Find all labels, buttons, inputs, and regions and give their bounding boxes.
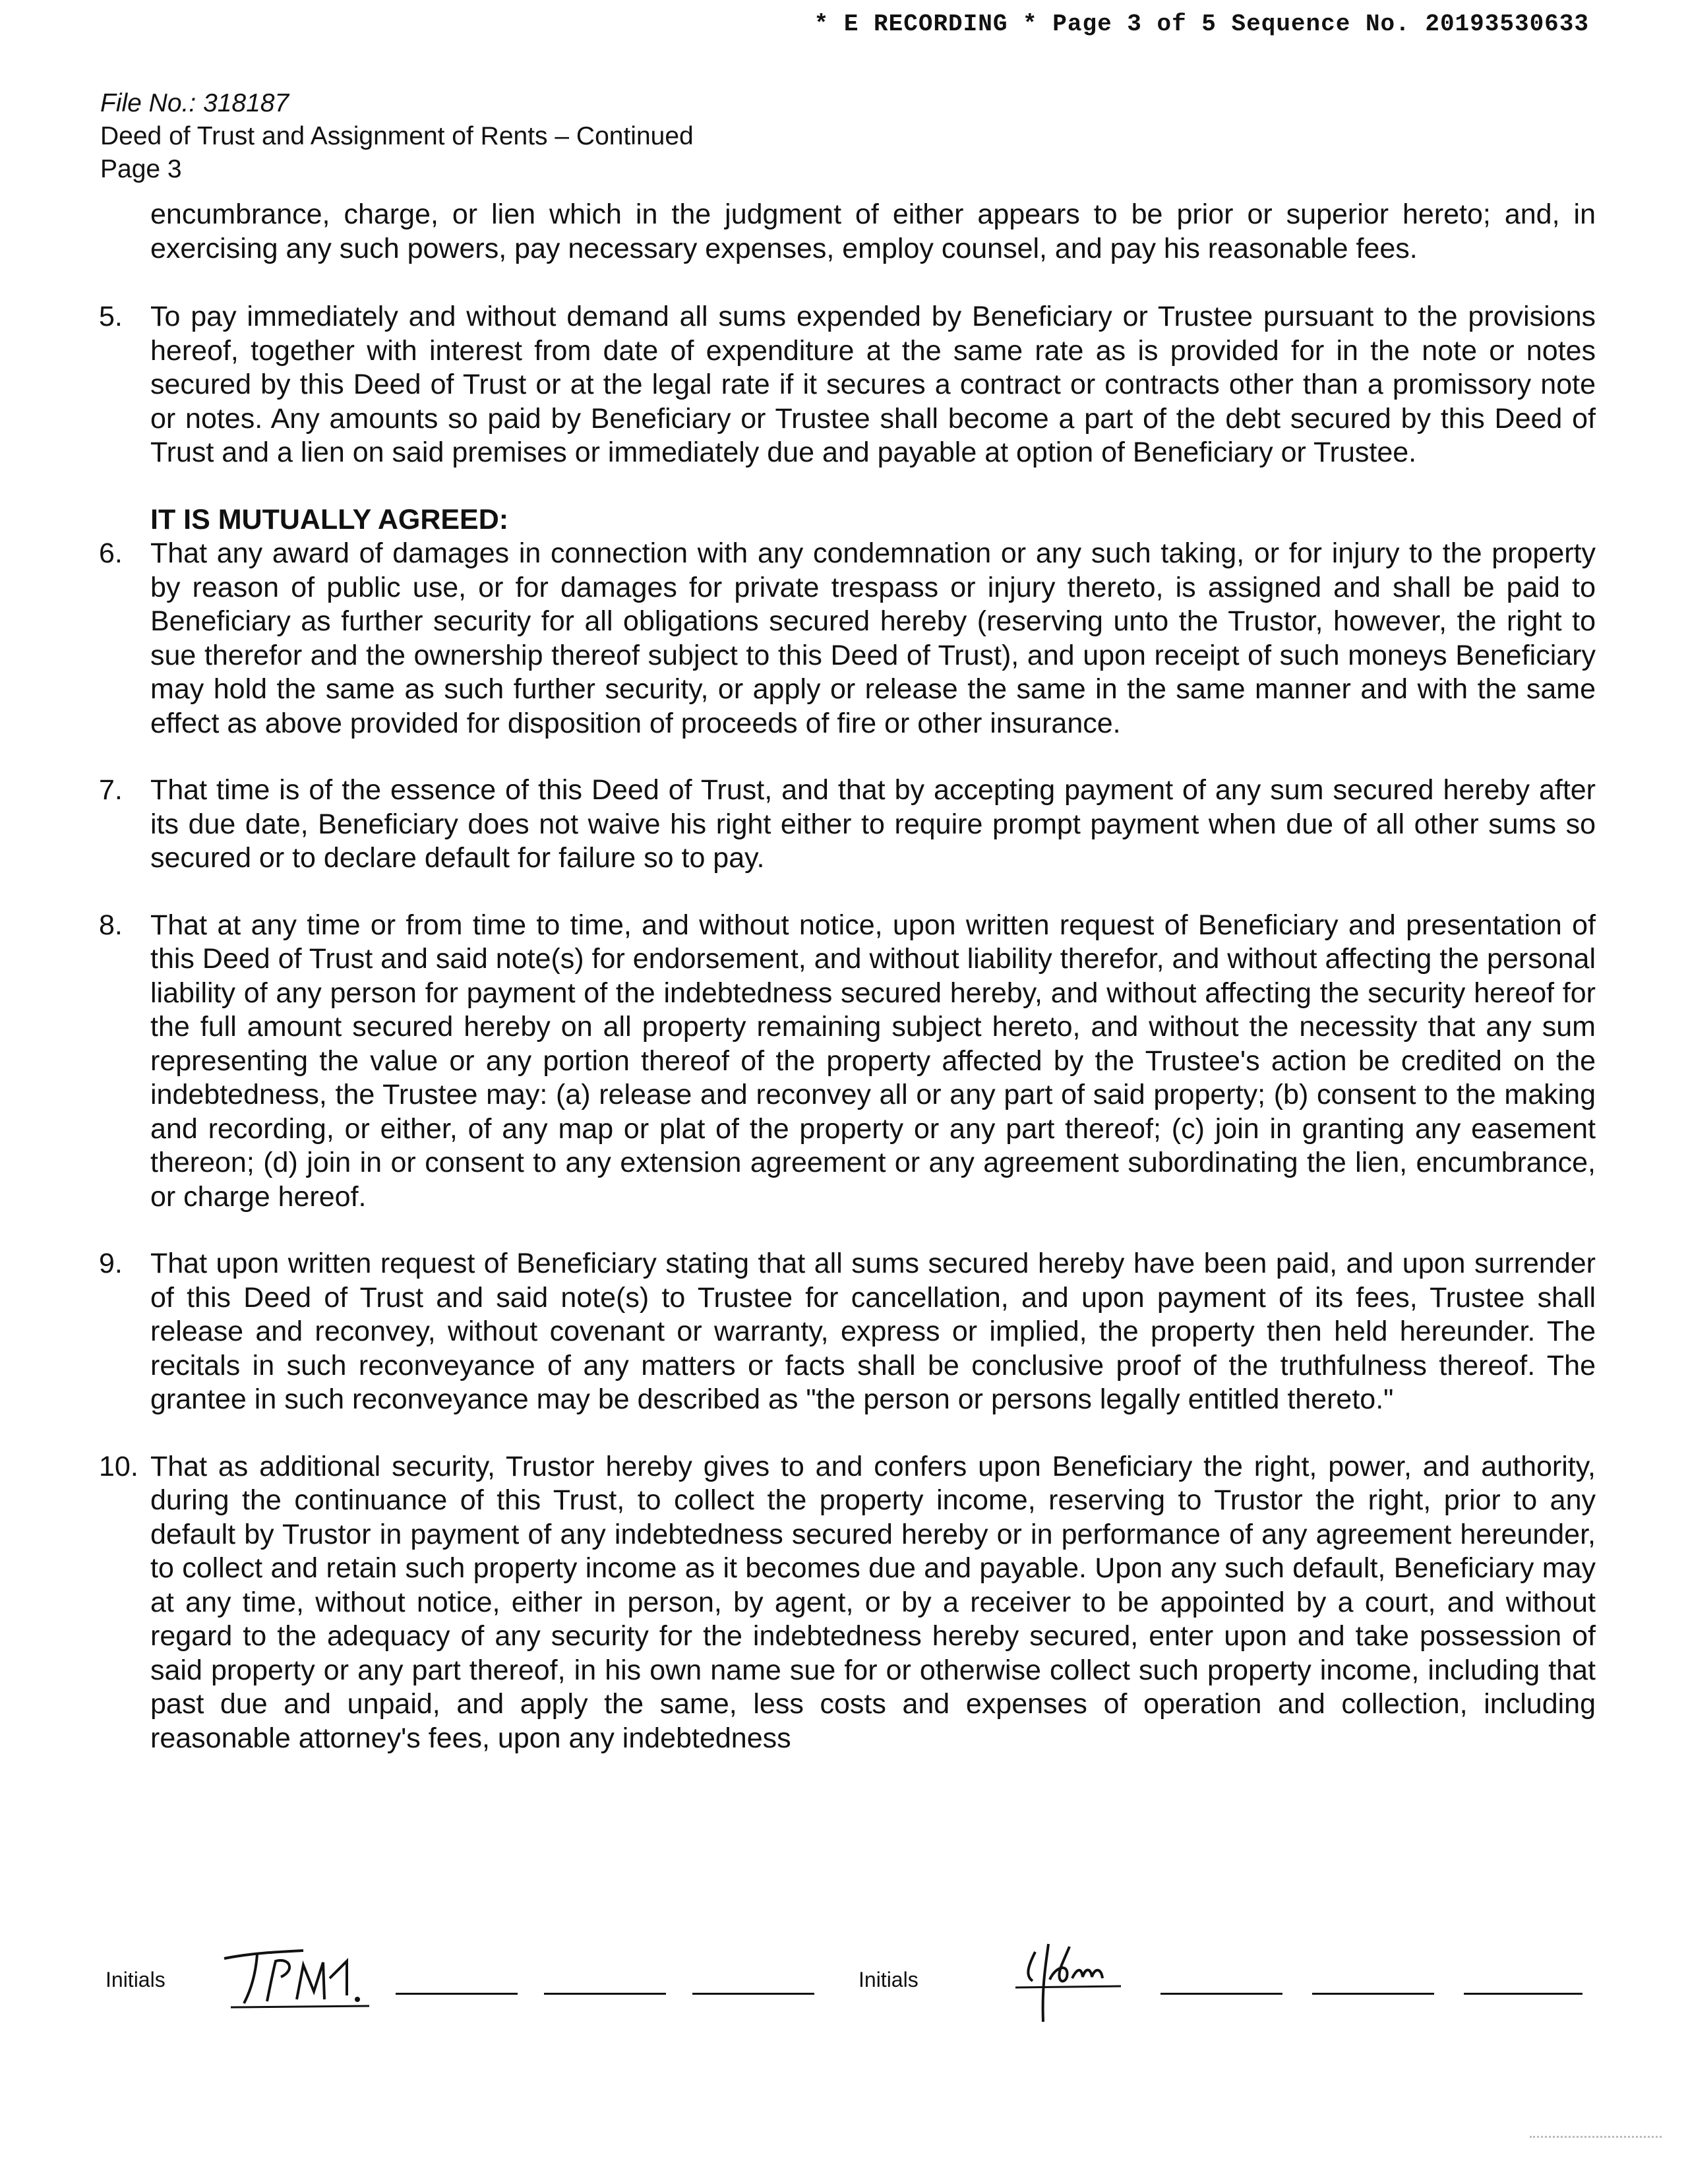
- clause-text: That at any time or from time to time, and without notice, upon written request of Beneficiary and presentation of this Deed of Trust and said note(s) for endorsement, and without liability therefor, and without affecting the personal liability of any person for payment of the indebtedness secured hereby, and without affecting the security hereof for the full amount secured hereby on all property remaining subject hereto, and without the necessity that any sum representing the value or any portion thereof of the property affected by the Trustee's action be credited on the indebtedness, the Trustee may: (a) release and reconvey all or any part of said property; (b) consent to the making and recording, or either, of any map or plat of the property or any part thereof; (c) join in granting any easement thereon; (d) join in or consent to any extension agreement or any agreement subordinating the lien, encumbrance, or charge hereof.: [150, 909, 1596, 1213]
- clause-8: [99, 909, 1596, 1215]
- clause-6: [99, 537, 1596, 741]
- clause-text: That time is of the essence of this Deed of Trust, and that by accepting payment of any sum secured hereby after its due date, Beneficiary does not waive his right either to require prompt payment when due of all other sums so secured or to declare default for failure so to pay.: [150, 774, 1596, 874]
- signature-right-icon: [1009, 1939, 1141, 2024]
- initials-blank[interactable]: [1160, 1993, 1282, 1995]
- file-number: File No.: 318187: [100, 89, 289, 117]
- clause-number: 10.: [99, 1450, 138, 1482]
- page-label: Page 3: [100, 155, 182, 183]
- clause-9: [99, 1247, 1596, 1417]
- clause-text: That as additional security, Trustor hereby gives to and confers upon Beneficiary the right, power, and authority, during the continuance of this Trust, to collect the property income, reserving to Trustor the right, prior to any default by Trustor in payment of any indebtedness secured hereby or in performance of any agreement hereunder, to collect and retain such property income as it becomes due and payable. Upon any such default, Beneficiary may at any time, without notice, either in person, by agent, or by a receiver to be appointed by a court, and without regard to the adequacy of any security for the indebtedness hereby secured, enter upon and take possession of said property or any part thereof, in his own name sue for or otherwise collect such property income, including that past due and unpaid, and apply the same, less costs and expenses of operation and collection, including reasonable attorney's fees, upon any indebtedness: [150, 1450, 1596, 1754]
- clause-10: [99, 1450, 1596, 1756]
- initials-label-left: Initials: [106, 1968, 166, 1991]
- clause-number: 9.: [99, 1248, 123, 1279]
- clause-number: 8.: [99, 909, 123, 941]
- clause-text: That any award of damages in connection with any condemnation or any such taking, or for injury to the property by reason of public use, or for damages for private trespass or injury thereto, is assigned and shall be paid to Beneficiary as further security for all obligations secured hereby (reserving unto the Trustor, however, the right to sue therefor and the ownership thereof subject to this Deed of Trust), and upon receipt of such moneys Beneficiary may hold the same as such further security, or apply or release the same in the same manner and with the same effect as above provided for disposition of proceeds of fire or other insurance.: [150, 537, 1596, 739]
- signature-left-icon: [218, 1939, 376, 2011]
- document-title: Deed of Trust and Assignment of Rents – Continued: [100, 122, 694, 150]
- initials-label-right: Initials: [859, 1968, 919, 1991]
- continuation-paragraph: encumbrance, charge, or lien which in the judgment of either appears to be prior or superior hereto; and, in exercising any such powers, pay necessary expenses, employ counsel, and pay his reasonable fees.: [150, 198, 1596, 264]
- mutually-agreed-heading: IT IS MUTUALLY AGREED:: [150, 503, 509, 535]
- clause-number: 6.: [99, 537, 123, 569]
- initials-blank[interactable]: [544, 1993, 666, 1995]
- initials-blank[interactable]: [1312, 1993, 1434, 1995]
- initials-blank[interactable]: [692, 1993, 814, 1995]
- clause-5: [99, 300, 1596, 470]
- document-body: [99, 198, 1596, 1788]
- initials-blank[interactable]: [1464, 1993, 1582, 1995]
- scan-artifact: [1530, 2136, 1662, 2138]
- clause-7: [99, 774, 1596, 876]
- clause-text: To pay immediately and without demand all sums expended by Beneficiary or Trustee pursuant to the provisions hereof, together with interest from date of expenditure at the same rate as is provided for in the note or notes secured by this Deed of Trust or at the legal rate if it secures a contract or contracts other than a promissory note or notes. Any amounts so paid by Beneficiary or Trustee shall become a part of the debt secured by this Deed of Trust and a lien on said premises or immediately due and payable at option of Beneficiary or Trustee.: [150, 301, 1596, 468]
- recording-stamp: * E RECORDING * Page 3 of 5 Sequence No. 20193530633: [814, 11, 1589, 38]
- clause-number: 7.: [99, 774, 123, 806]
- document-header: [100, 87, 694, 186]
- initials-blank[interactable]: [396, 1993, 518, 1995]
- clause-number: 5.: [99, 301, 123, 332]
- initials-row: [106, 1939, 1596, 2031]
- clause-text: That upon written request of Beneficiary stating that all sums secured hereby have been paid, and upon surrender of this Deed of Trust and said note(s) to Trustee for cancellation, and upon payment of its fees, Trustee shall release and reconvey, without covenant or warranty, express or implied, the property then held hereunder. The recitals in such reconveyance of any matters or facts shall be conclusive proof of the truthfulness thereof. The grantee in such reconveyance may be described as "the person or persons legally entitled thereto.": [150, 1248, 1596, 1415]
